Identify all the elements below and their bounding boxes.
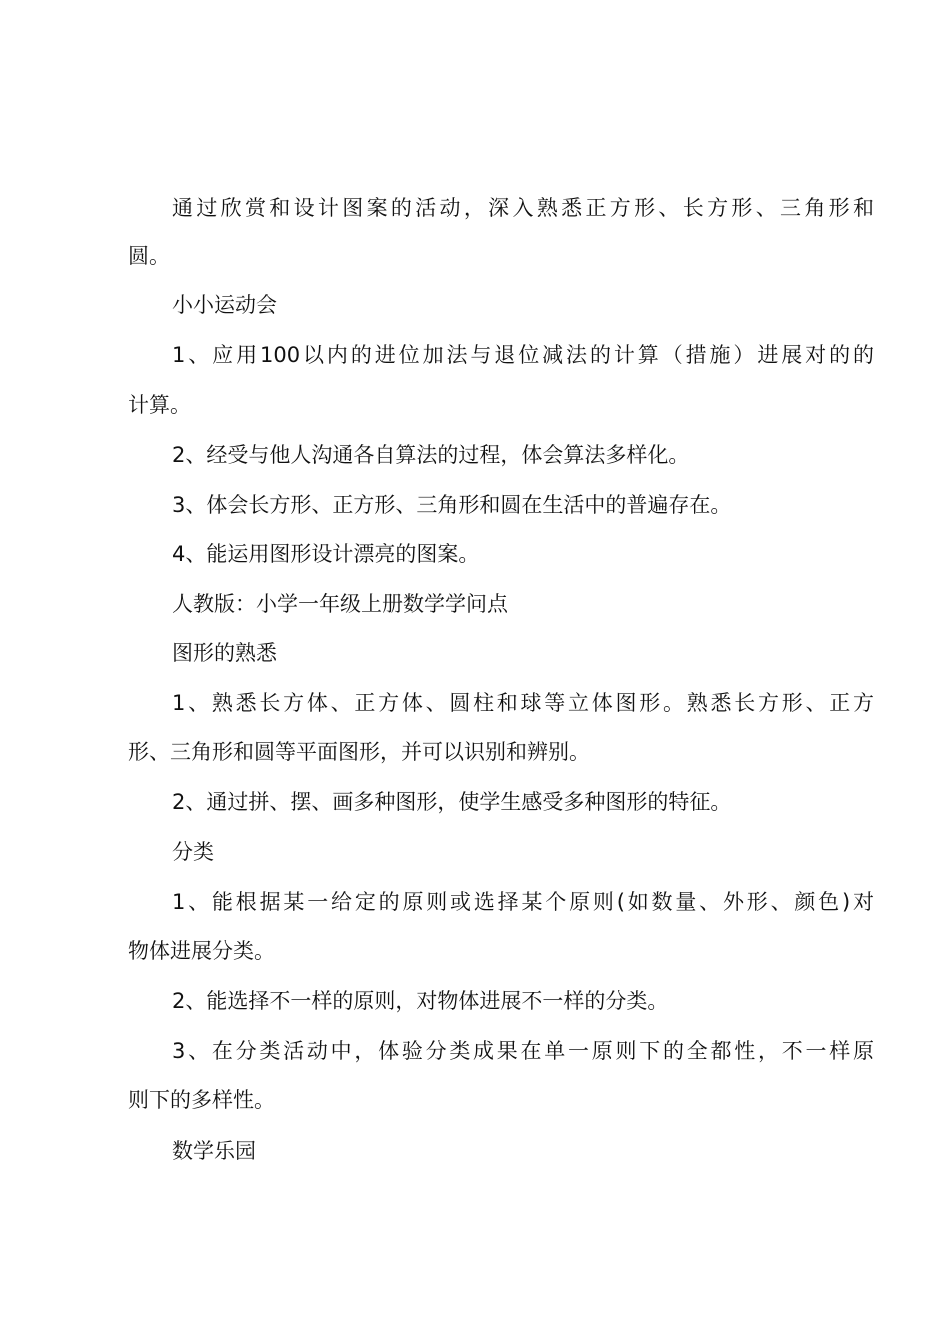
paragraph-line: 2、通过拼、摆、画多种图形，使学生感受多种图形的特征。	[172, 790, 732, 814]
paragraph-line: 4、能运用图形设计漂亮的图案。	[172, 542, 480, 566]
paragraph-line: 1、应用100以内的进位加法与退位减法的计算（措施）进展对的的	[172, 343, 874, 367]
section-heading: 图形的熟悉	[172, 641, 277, 665]
section-heading: 人教版：小学一年级上册数学学问点	[172, 592, 508, 616]
paragraph-line: 3、体会长方形、正方形、三角形和圆在生活中的普遍存在。	[172, 493, 732, 517]
paragraph-line: 2、经受与他人沟通各自算法的过程，体会算法多样化。	[172, 443, 690, 467]
paragraph-line: 1、能根据某一给定的原则或选择某个原则(如数量、外形、颜色)对	[172, 890, 874, 914]
paragraph-line: 则下的多样性。	[128, 1088, 275, 1112]
paragraph-line: 物体进展分类。	[128, 939, 275, 963]
paragraph-line: 计算。	[128, 393, 191, 417]
paragraph-line: 2、能选择不一样的原则，对物体进展不一样的分类。	[172, 989, 669, 1013]
section-heading: 分类	[172, 840, 214, 864]
paragraph-line: 1、熟悉长方体、正方体、圆柱和球等立体图形。熟悉长方形、正方	[172, 691, 874, 715]
paragraph-line: 形、三角形和圆等平面图形，并可以识别和辨别。	[128, 740, 590, 764]
section-heading: 数学乐园	[172, 1139, 256, 1163]
paragraph-line: 3、在分类活动中，体验分类成果在单一原则下的全都性，不一样原	[172, 1039, 874, 1063]
paragraph-line: 圆。	[128, 244, 170, 268]
paragraph-line: 通过欣赏和设计图案的活动，深入熟悉正方形、长方形、三角形和	[172, 196, 874, 220]
section-heading: 小小运动会	[172, 293, 277, 317]
